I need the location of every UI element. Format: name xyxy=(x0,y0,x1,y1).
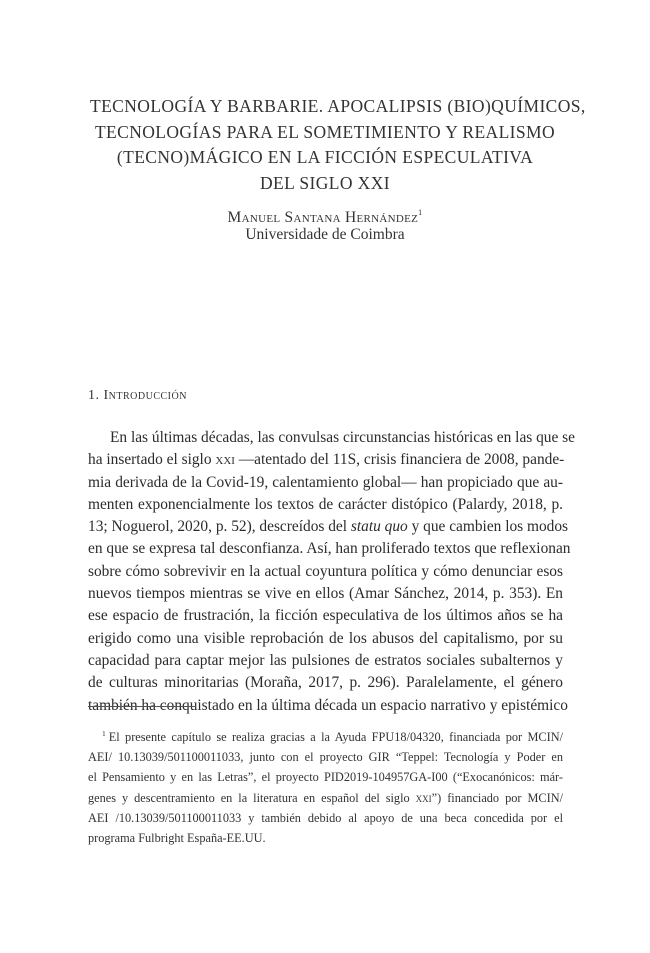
body-line: en que se expresa tal desconfianza. Así, han proliferado textos que reflexionan xyxy=(88,540,571,558)
body-line: menten exponencialmente los textos de carácter distópico (Palardy, 2018, p. xyxy=(88,495,563,513)
body-line: capacidad para captar mejor las pulsiones de estratos sociales subalternos y xyxy=(88,651,563,669)
title-line: (TECNO)MÁGICO EN LA FICCIÓN ESPECULATIVA xyxy=(116,147,534,167)
footnote-separator xyxy=(88,706,196,707)
author-affiliation: Universidade de Coimbra xyxy=(245,226,405,243)
footnote-mark: 1 xyxy=(102,729,106,738)
footnote-line: programa Fulbright España-EE.UU. xyxy=(88,831,266,846)
body-line: también ha conquistado en la última década un espacio narrativo y epistémico xyxy=(88,696,568,714)
title-line: DEL SIGLO XXI xyxy=(260,172,390,193)
footnote-line: el Pensamiento y en las Letras”, el proyecto PID2019-104957GA-I00 (“Exocanónicos: már- xyxy=(88,770,563,785)
body-line: erigido como una visible reprobación de los abusos del capitalismo, por su xyxy=(88,629,563,647)
title-line: TECNOLOGÍAS PARA EL SOMETIMIENTO Y REALISMO xyxy=(94,121,556,142)
footnote xyxy=(88,724,563,848)
body-line: sobre cómo sobrevivir en la actual coyuntura política y cómo denunciar esos xyxy=(88,562,563,580)
body-line: En las últimas décadas, las convulsas circunstancias históricas en las que se xyxy=(110,429,576,446)
footnote-line: $^1$ El presente capítulo se realiza gracias a la Ayuda FPU18/04320, financiada por MCIN/ xyxy=(102,729,563,744)
footnote-line: AEI /10.13039/501100011033 y también debido al apoyo de una beca concedida por el xyxy=(88,810,563,825)
chapter-title xyxy=(90,94,586,196)
author-footnote-mark[interactable]: 1 xyxy=(418,208,423,217)
body-line: mia derivada de la Covid-19, calentamiento global— han propiciado que au- xyxy=(88,473,563,491)
footnote-line: genes y descentramiento en la literatura en español del siglo xxi”) financiado por MCIN/ xyxy=(88,790,563,805)
title-line: TECNOLOGÍA Y BARBARIE. APOCALIPSIS (BIO)QUÍMICOS, xyxy=(90,96,586,116)
author-name: Manuel Santana Hernández xyxy=(227,209,419,226)
body-line: de culturas minoritarias (Moraña, 2017, p. 296). Paralelamente, el género xyxy=(88,674,563,692)
body-line: nuevos tiempos mientras se vive en ellos (Amar Sánchez, 2014, p. 353). En xyxy=(88,585,563,603)
body-line: ha insertado el siglo xxi —atentado del 11S, crisis financiera de 2008, pande- xyxy=(88,451,565,469)
body-line: 13; Noguerol, 2020, p. 52), descreídos del statu quo y que cambien los modos xyxy=(88,518,569,536)
body-line: ese espacio de frustración, la ficción especulativa de los últimos años se ha xyxy=(88,607,563,625)
section-heading: 1. Introducción xyxy=(88,388,187,403)
footnote-line: AEI/ 10.13039/501100011033, junto con el proyecto GIR “Teppel: Tecnología y Poder en xyxy=(88,750,563,765)
body-paragraph xyxy=(88,427,576,717)
